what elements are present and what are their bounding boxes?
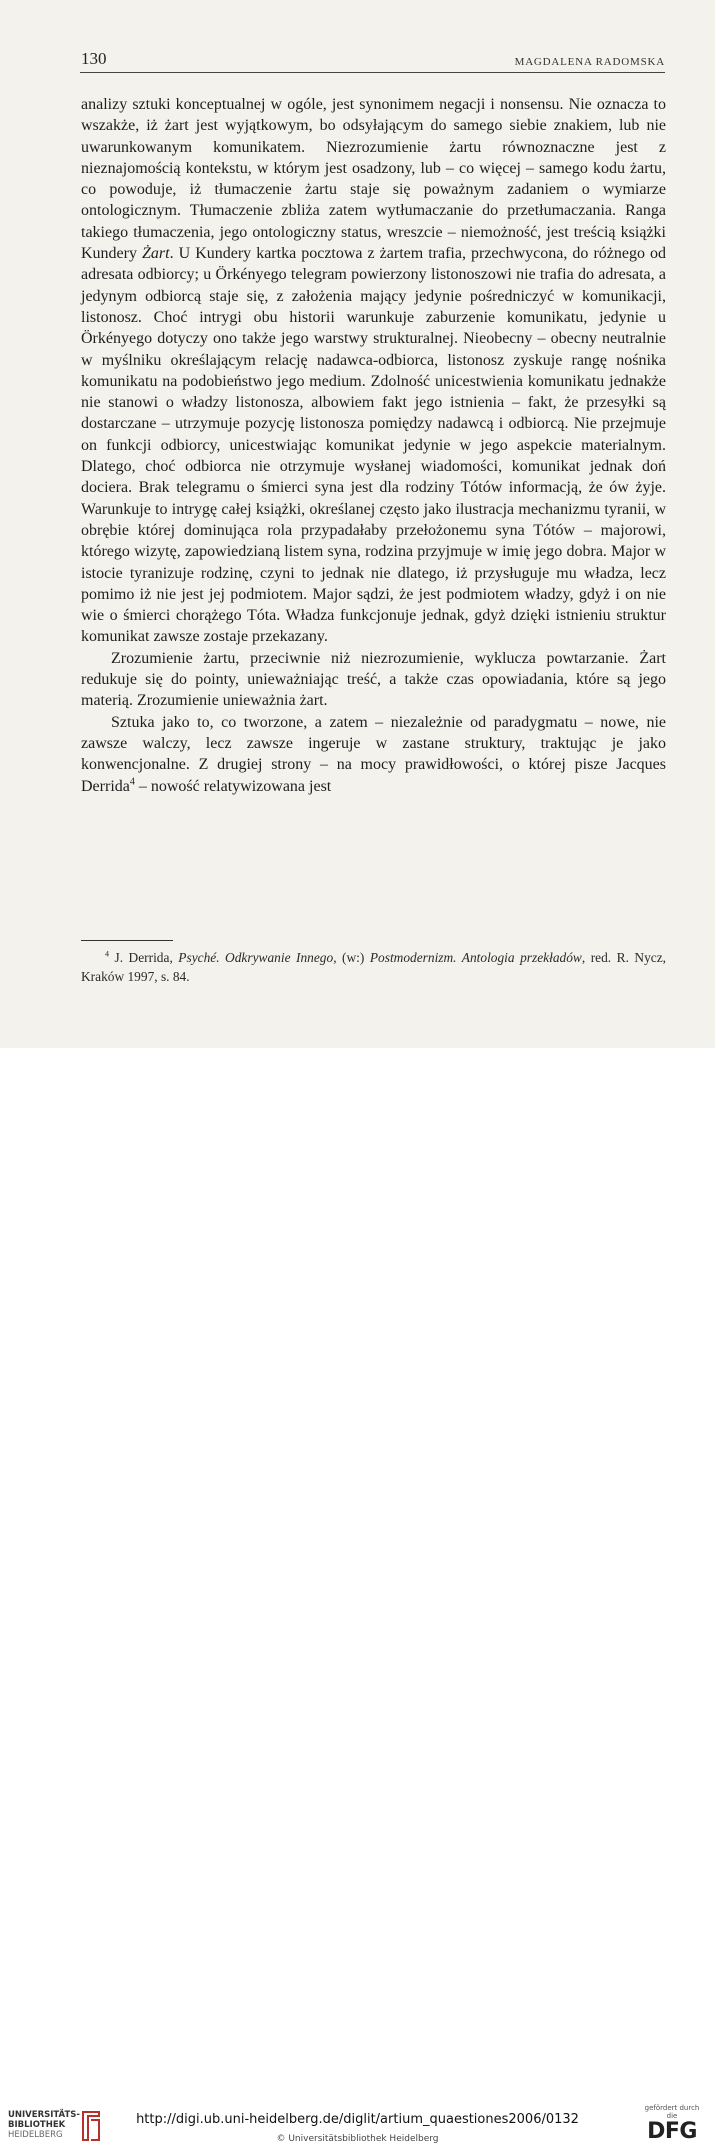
body-text	[81, 94, 666, 797]
footnote-number: 4	[105, 949, 109, 959]
dfg-logo[interactable]: gefördert durch die DFG	[641, 2104, 703, 2144]
dfg-wordmark: DFG	[647, 2119, 697, 2144]
paragraph-3: Sztuka jako to, co tworzone, a zatem – niezależnie od paradygmatu – nowe, nie zawsze walczy, lecz zawsze ingeruje w zastane struktury, traktując je jako konwencjonalne. Z drugiej strony – na mocy prawidłowości, o której pisze Jacques Derrida$^4$ – nowość relatywizowana jest	[81, 713, 666, 795]
paragraph-2: Zrozumienie żartu, przeciwnie niż niezrozumienie, wyklucza powtarzanie. Żart redukuje się do pointy, unieważniając treść, a także czas opowiadania, które są jego materią. Zrozumienie unieważnia żart.	[81, 649, 666, 710]
ub-heidelberg-logo[interactable]: UNIVERSITÄTS- BIBLIOTHEK HEIDELBERG	[8, 2110, 108, 2150]
header-rule	[80, 72, 665, 73]
paragraph-1: analizy sztuki konceptualnej w ogóle, jest synonimem negacji i nonsensu. Nie oznacza to wszakże, iż żart jest wyjątkowym, bo odsyłającym do samego siebie znakiem, lub nie uwarunkowanym komunikatem. Niezrozumienie żartu równoznaczne jest z nieznajomością kontekstu, w którym jest osadzony, lub – co więcej – samego kodu żartu, co powoduje, iż tłumaczenie żartu staje się poważnym zadaniem o wymiarze ontologicznym. Tłumaczenie zbliża zatem wytłumaczanie do przetłumaczania. Ranga takiego tłumaczenia, jego ontologiczny status, wreszcie – niemożność, jest treścią książki Kundery Żart. U Kundery kartka pocztowa z żartem trafia, przechwycona, do różnego od adresata odbiorcy; u Örkényego telegram powierzony listonoszowi nie trafia do adresata, a jedynym odbiorcą staje się, z założenia mający jedynie pośredniczyć w komunikacji, listonosz. Choć intrygi obu historii warunkuje zaburzenie komunikatu, jedynie u Örkényego dotyczy ono także jego warstwy strukturalnej. Nieobecny – obecny neutralnie w myślniku określającym relację nadawca-odbiorca, listonosz zyskuje rangę nośnika komunikatu na podobieństwo jego medium. Zdolność unicestwienia komunikatu jednakże nie stanowi o władzy listonosza, albowiem fakt jego istnienia – fakt, że przesyłki są dostarczane – utrzymuje pozycję listonosza pomiędzy nadawcą i odbiorcą. Nie przejmuje on funkcji odbiorcy, unicestwiając komunikat jedynie w jego aspekcie materialnym. Dlatego, choć odbiorca nie otrzymuje wysłanej wiadomości, komunikat jednak doń dociera. Brak telegramu o śmierci syna jest dla rodziny Tótów informacją, że ów żyje. Warunkuje to intrygę całej książki, określanej często jako ilustracja mechanizmu tyranii, w obrębie której dominująca rola przypadałaby przełożonemu syna Tótów – majorowi, którego wizytę, zapowiedzianą listem syna, rodzina przyjmuje w imię jego dobra. Major w istocie tyranizuje rodzinę, czyni to jednak nie dlatego, iż przysługuje mu władza, lecz pomimo iż nie jest jej podmiotem. Major sądzi, że jest podmiotem władzy, gdyż i on nie wie o śmierci chorążego Tóta. Władza funkcjonuje jednak, gdyż dzięki istnieniu struktur komunikat zawsze zostaje przekazany.	[81, 96, 666, 646]
book-title: Żart	[142, 245, 170, 263]
page-number: 130	[81, 49, 107, 68]
copyright-notice: © Universitätsbibliothek Heidelberg	[276, 2134, 439, 2144]
scanned-page	[0, 0, 715, 1048]
footnote: $^4$ J. Derrida, Psyché. Odkrywanie Innego, (w:) Postmodernizm. Antologia przekładów, red. R. Nycz, Kraków 1997, s. 84.	[81, 949, 667, 984]
digitization-footer	[0, 1048, 715, 2144]
footnote-ref[interactable]: 4	[129, 776, 135, 788]
source-url-link[interactable]: http://digi.ub.uni-heidelberg.de/diglit/artium_quaestiones2006/0132	[136, 2112, 579, 2127]
running-head: MAGDALENA RADOMSKA	[514, 56, 665, 68]
footnote-rule	[81, 940, 173, 941]
